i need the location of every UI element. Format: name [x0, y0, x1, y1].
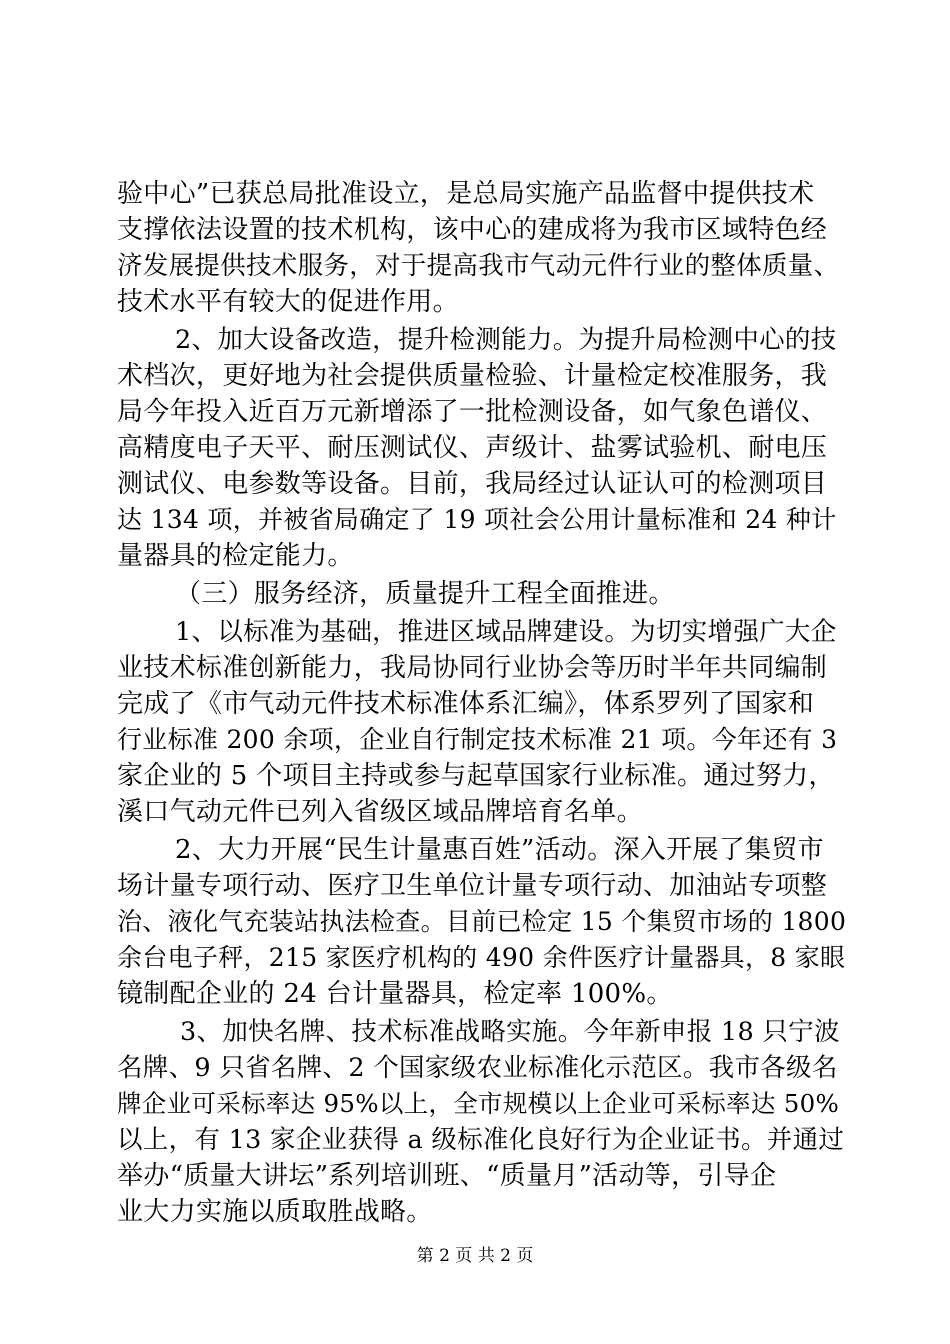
text-line-4: 技术水平有较大的促进作用。: [117, 287, 459, 317]
section-heading: （三）服务经济，质量提升工程全面推进。: [175, 579, 675, 609]
text-line-19: 2、大力开展“民生计量惠百姓”活动。深入开展了集贸市: [175, 835, 824, 865]
text-line-10: 达 134 项，并被省局确定了 19 项社会公用计量标准和 24 种计: [117, 505, 837, 534]
text-line-26: 牌企业可采标率达 95%以上，全市规模以上企业可采标率达 50%: [117, 1089, 840, 1118]
text-line-25: 名牌、9 只省名牌、2 个国家级农业标准化示范区。我市各级名: [117, 1053, 838, 1083]
text-line-9: 测试仪、电参数等设备。目前，我局经过认证认可的检测项目: [117, 469, 828, 499]
text-line-13: 1、以标准为基础，推进区域品牌建设。为切实增强广大企: [175, 617, 837, 647]
text-line-7: 局今年投入近百万元新增添了一批检测设备，如气象色谱仪、: [117, 397, 828, 427]
text-line-11: 量器具的检定能力。: [117, 541, 354, 571]
text-line-21: 治、液化气充装站执法检查。目前已检定 15 个集贸市场的 1800: [117, 907, 847, 936]
text-line-8: 高精度电子天平、耐压测试仪、声级计、盐雾试验机、耐电压: [117, 433, 828, 463]
text-line-29: 业大力实施以质取胜战略。: [117, 1197, 433, 1227]
text-line-17: 家企业的 5 个项目主持或参与起草国家行业标准。通过努力，: [117, 761, 835, 791]
text-line-6: 术档次，更好地为社会提供质量检验、计量检定校准服务，我: [117, 361, 828, 391]
text-line-27: 以上，有 13 家企业获得 a 级标准化良好行为企业证书。并通过: [117, 1125, 845, 1155]
text-line-5: 2、加大设备改造，提升检测能力。为提升局检测中心的技: [175, 325, 837, 355]
text-line-18: 溪口气动元件已列入省级区域品牌培育名单。: [117, 797, 644, 827]
text-line-14: 业技术标准创新能力，我局协同行业协会等历时半年共同编制: [117, 653, 828, 683]
text-line-16: 行业标准 200 余项，企业自行制定技术标准 21 项。今年还有 3: [117, 725, 838, 754]
text-line-28: 举办“质量大讲坛”系列培训班、“质量月”活动等，引导企: [117, 1161, 777, 1191]
text-line-23: 镜制配企业的 24 台计量器具，检定率 100%。: [117, 979, 673, 1009]
text-line-15: 完成了《市气动元件技术标准体系汇编》，体系罗列了国家和: [117, 689, 815, 719]
page-footer: 第 2 页 共 2 页: [416, 1246, 534, 1266]
text-line-20: 场计量专项行动、医疗卫生单位计量专项行动、加油站专项整: [117, 871, 828, 901]
text-line-3: 济发展提供技术服务，对于提高我市气动元件行业的整体质量、: [117, 251, 840, 281]
text-line-24: 3、加快名牌、技术标准战略实施。今年新申报 18 只宁波: [180, 1017, 840, 1047]
text-line-2: 支撑依法设置的技术机构，该中心的建成将为我市区域特色经: [117, 215, 828, 245]
text-line-1: 验中心”已获总局批准设立，是总局实施产品监督中提供技术: [117, 179, 815, 209]
text-line-22: 余台电子秤，215 家医疗机构的 490 余件医疗计量器具，8 家眼: [117, 943, 846, 972]
